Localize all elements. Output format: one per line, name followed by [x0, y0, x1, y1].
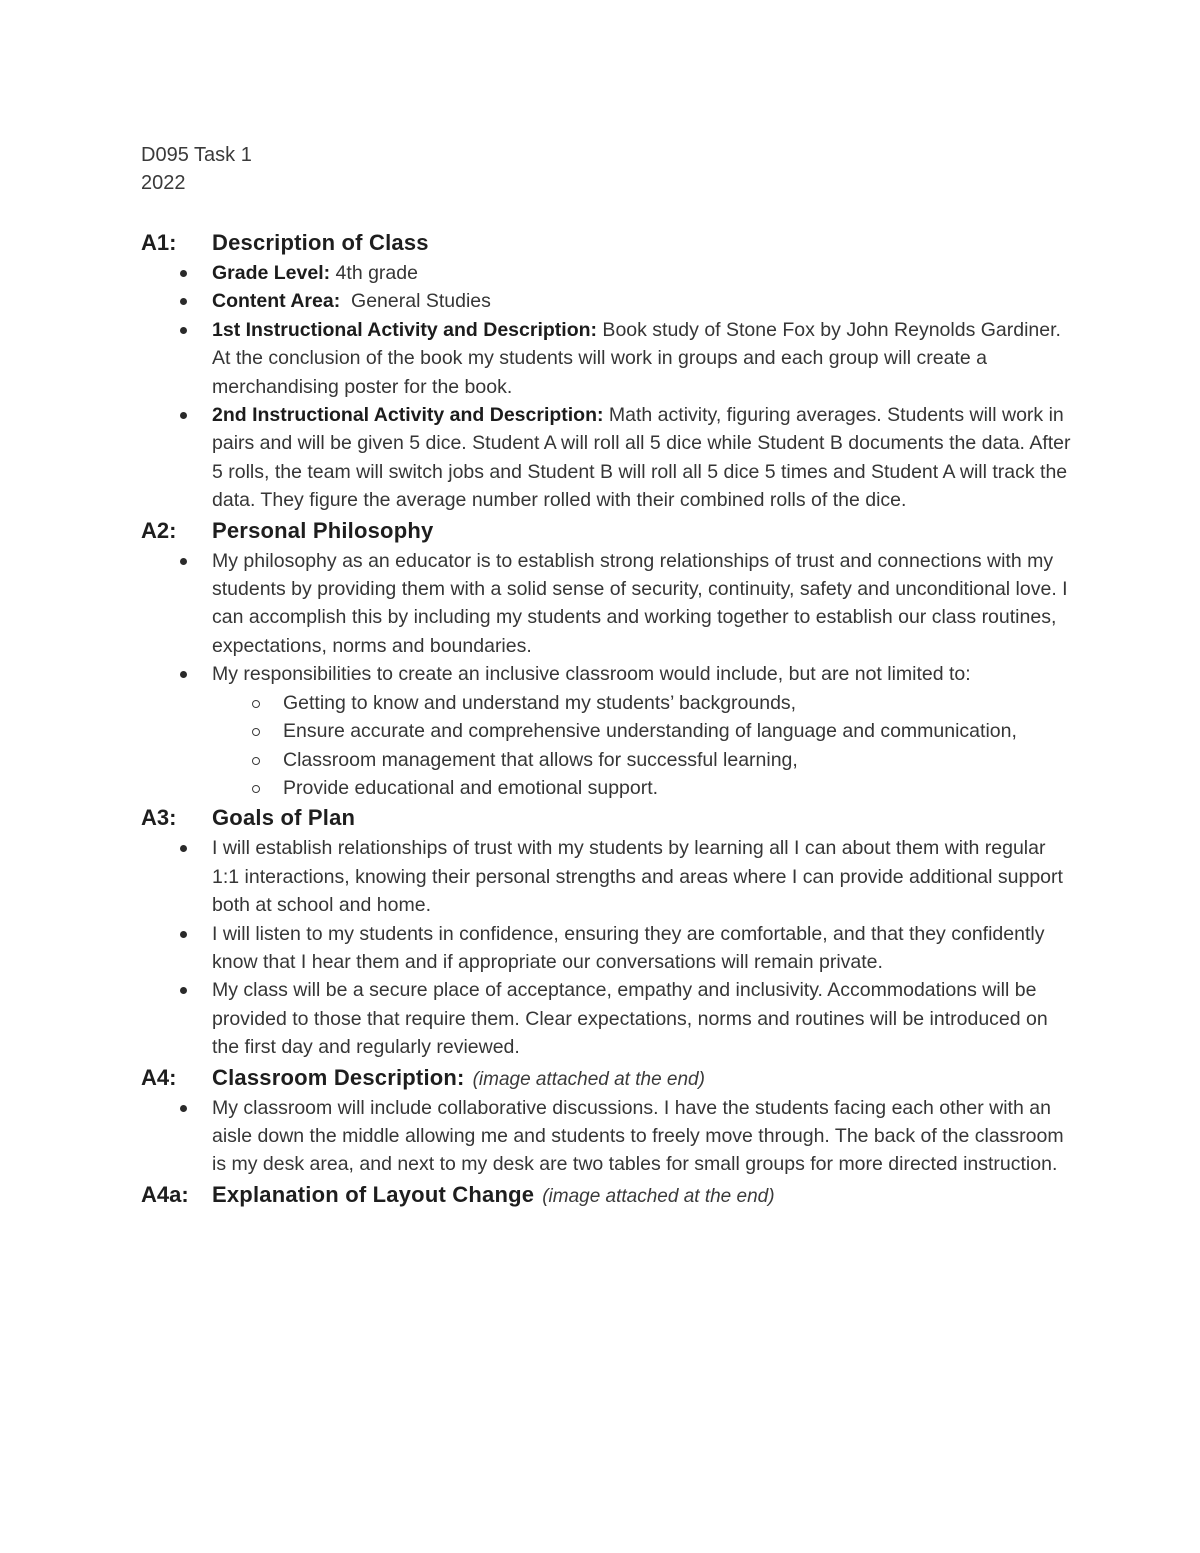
item-label: 2nd Instructional Activity and Description:	[212, 404, 604, 427]
section-title: Description of Class	[212, 230, 429, 255]
list-item-activity-2	[212, 401, 1071, 515]
list-item-content-area	[212, 287, 1071, 315]
section-a4	[141, 1062, 1071, 1179]
section-title: Goals of Plan	[212, 805, 356, 831]
list-item: My classroom will include collaborative discussions. I have the students facing each other with an aisle down the middle allowing me and students to freely move through. The back of the classroom is my desk area, and next to my desk are two tables for small groups for more directed instruction.	[212, 1094, 1071, 1179]
section-note: (image attached at the end)	[472, 1068, 705, 1090]
section-code: A3:	[141, 805, 177, 831]
section-code: A4:	[141, 1064, 177, 1090]
item-text: 4th grade	[330, 262, 418, 284]
document-header	[141, 141, 1071, 197]
item-label: Content Area:	[212, 290, 341, 313]
item-text: Math activity, figuring averages. Students will work in pairs and will be given 5 dice. Student A will roll all 5 dice while Student B documents the data. After 5 rolls, the team will switch jobs and Student B will roll all 5 dice 5 times and Student A will track the data. They figure the average number rolled with their combined rolls of the dice.	[212, 404, 1071, 512]
item-label: 1st Instructional Activity and Description:	[212, 318, 598, 341]
section-heading	[141, 802, 1071, 834]
section-note: (image attached at the end)	[542, 1185, 775, 1207]
item-text: General Studies	[340, 290, 491, 313]
list-item: I will listen to my students in confidence, ensuring they are comfortable, and that they confidently know that I hear them and if appropriate our conversations will remain private.	[212, 920, 1071, 977]
bullet-list	[141, 547, 1071, 803]
bullet-list	[141, 259, 1071, 515]
list-item	[212, 660, 1071, 802]
document-page	[141, 141, 1071, 1211]
section-code: A1:	[141, 230, 177, 255]
section-a1	[141, 227, 1071, 515]
document-title: D095 Task 1	[141, 144, 252, 166]
sub-list-item: Classroom management that allows for successful learning,	[283, 746, 1071, 774]
sub-list	[141, 689, 1071, 803]
item-label: Grade Level:	[212, 262, 331, 284]
sub-list-item: Getting to know and understand my students’ backgrounds,	[283, 689, 1071, 717]
section-code: A2:	[141, 517, 177, 543]
section-heading	[141, 1179, 1071, 1211]
section-heading	[141, 1062, 1071, 1094]
item-text: Book study of Stone Fox by John Reynolds Gardiner. At the conclusion of the book my students will work in groups and each group will create a merchandising poster for the book.	[212, 318, 1061, 398]
list-item: I will establish relationships of trust with my students by learning all I can about them with regular 1:1 interactions, knowing their personal strengths and areas where I can provide additional support both at school and home.	[212, 834, 1071, 919]
section-title: Personal Philosophy	[212, 517, 434, 543]
section-a3	[141, 802, 1071, 1061]
list-item-activity-1	[212, 316, 1071, 401]
document-year: 2022	[141, 172, 186, 194]
section-a2	[141, 515, 1071, 803]
list-item-grade-level	[212, 259, 1071, 287]
list-item: My class will be a secure place of acceptance, empathy and inclusivity. Accommodations will be provided to those that require them. Clear expectations, norms and routines will be introduced on the first day and regularly reviewed.	[212, 976, 1071, 1061]
section-heading	[141, 515, 1071, 547]
bullet-list	[141, 834, 1071, 1061]
section-title: Explanation of Layout Change	[212, 1181, 535, 1207]
section-code: A4a:	[141, 1181, 189, 1207]
bullet-list	[141, 1094, 1071, 1179]
section-a4a	[141, 1179, 1071, 1211]
section-title: Classroom Description:	[212, 1064, 465, 1090]
item-text: My responsibilities to create an inclusive classroom would include, but are not limited to:	[212, 663, 971, 686]
sub-list-item: Ensure accurate and comprehensive understanding of language and communication,	[283, 717, 1071, 745]
sub-list-item: Provide educational and emotional support.	[283, 774, 1071, 802]
section-heading	[141, 227, 1071, 259]
list-item: My philosophy as an educator is to establish strong relationships of trust and connections with my students by providing them with a solid sense of security, continuity, safety and unconditional love. I can accomplish this by including my students and working together to establish our class routines, expectations, norms and boundaries.	[212, 547, 1071, 661]
